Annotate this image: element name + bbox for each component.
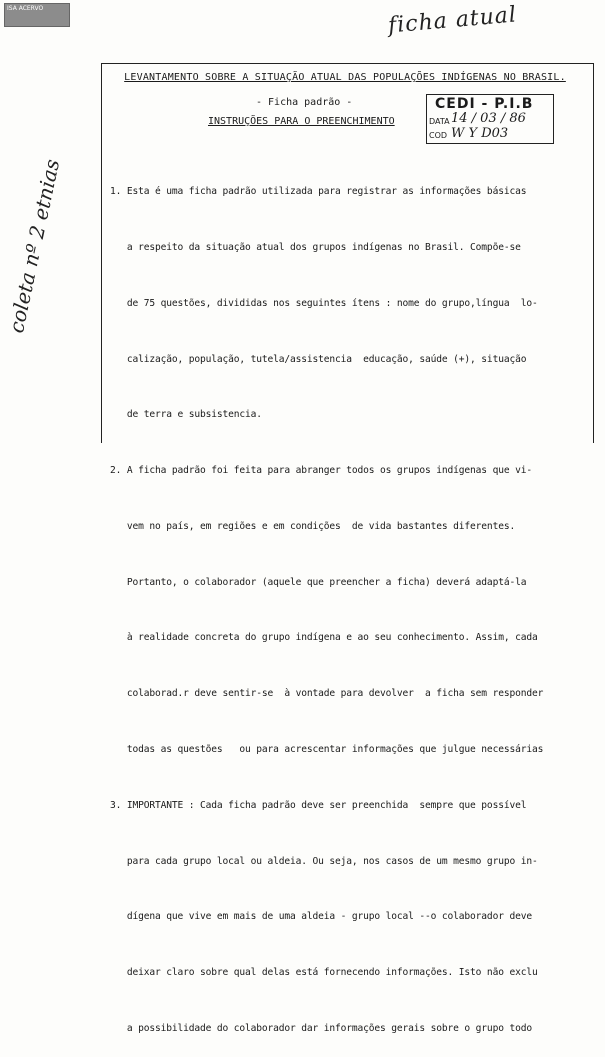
body-line: todas as questões ou para acrescentar informações que julgue necessárias <box>110 744 544 755</box>
cedi-stamp <box>426 94 554 144</box>
cedi-code-label: COD <box>429 131 448 140</box>
cedi-code-value: W Y D03 <box>451 126 509 141</box>
body-line: 1. Esta é uma ficha padrão utilizada para registrar as informações básicas <box>110 186 527 198</box>
body-line: a possibilidade do colaborador dar informações gerais sobre o grupo todo <box>110 1022 532 1034</box>
body-line: 3. IMPORTANTE : Cada ficha padrão deve ser preenchida sempre que possível <box>110 799 527 811</box>
handwritten-note-top: ficha atual <box>387 2 518 39</box>
body-line: vem no país, em regiões e em condições de vida bastantes diferentes. <box>110 520 516 532</box>
body-line: dígena que vive em mais de uma aldeia - grupo local --o colaborador deve <box>110 911 532 923</box>
body-line: deixar claro sobre qual delas está fornecendo informações. Isto não exclu <box>110 967 538 979</box>
body-line: 2. A ficha padrão foi feita para abranger todos os grupos indígenas que vi- <box>110 465 532 477</box>
body-line: de terra e subsistencia. <box>110 409 262 421</box>
handwritten-note-side: coleta nº 2 etnias <box>4 157 65 335</box>
cedi-stamp-title: CEDI - P.I.B <box>435 96 534 112</box>
body-line: à realidade concreta do grupo indígena e ao seu conhecimento. Assim, cada <box>110 632 538 644</box>
body-line: a respeito da situação atual dos grupos indígenas no Brasil. Compõe-se <box>110 241 521 253</box>
body-line: Portanto, o colaborador (aquele que preencher a ficha) deverá adaptá-la <box>110 576 527 588</box>
archive-stamp-text: ISA ACERVO <box>7 5 44 12</box>
body-line: de 75 questões, divididas nos seguintes ítens : nome do grupo,língua lo- <box>110 297 538 309</box>
body-line: colaborad.r deve sentir-se à vontade para devolver a ficha sem responder <box>110 688 544 700</box>
instructions-heading: INSTRUÇÕES PARA O PREENCHIMENTO <box>208 116 395 127</box>
instructions-body <box>110 146 596 1057</box>
archive-stamp-logo <box>4 3 70 27</box>
cedi-date-value: 14 / 03 / 86 <box>451 111 526 126</box>
cedi-date-label: DATA <box>429 117 450 126</box>
document-title: LEVANTAMENTO SOBRE A SITUAÇÃO ATUAL DAS POPULAÇÕES INDÍGENAS NO BRASIL. <box>124 72 566 83</box>
document-subtitle: - Ficha padrão - <box>256 97 353 108</box>
body-line: calização, população, tutela/assistencia educação, saúde (+), situação <box>110 353 527 365</box>
body-line: para cada grupo local ou aldeia. Ou seja, nos casos de um mesmo grupo in- <box>110 855 538 867</box>
